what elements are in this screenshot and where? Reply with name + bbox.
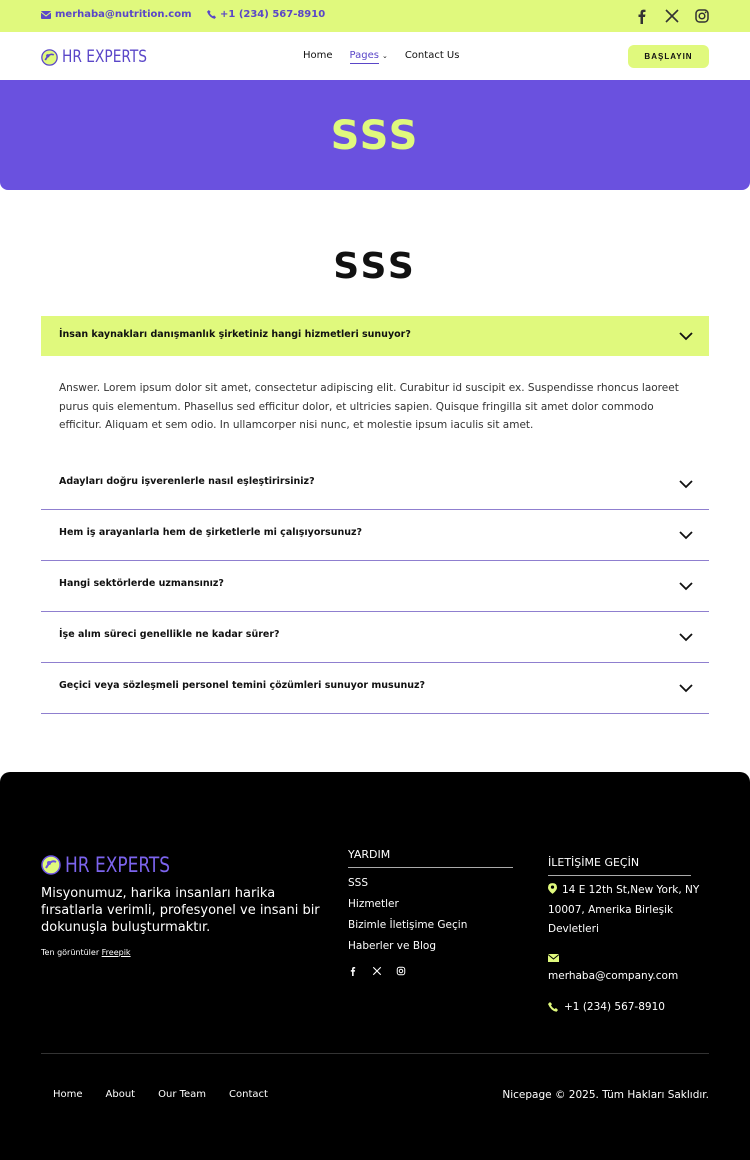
faq-section-title: SSS xyxy=(333,246,417,287)
footer-phone-text: +1 (234) 567-8910 xyxy=(564,1001,665,1013)
copyright: Nicepage © 2025. Tüm Hakları Saklıdır. xyxy=(502,1089,709,1101)
chevron-down-icon: ⌄ xyxy=(381,52,388,60)
envelope-icon xyxy=(41,11,51,19)
location-pin-icon xyxy=(548,883,557,894)
get-started-button[interactable]: BAŞLAYIN xyxy=(628,45,709,68)
footer-email[interactable]: merhaba@company.com xyxy=(548,970,679,982)
hero-banner xyxy=(0,80,750,190)
hero-title: SSS xyxy=(330,113,420,159)
footer-nav-about[interactable]: About xyxy=(105,1089,136,1100)
faq-item[interactable] xyxy=(41,612,709,663)
topbar-social xyxy=(634,8,710,24)
faq-answer: Answer. Lorem ipsum dolor sit amet, consectetur adipiscing elit. Curabitur id suscipit ex. Suspendisse rhoncus laoreet purus quis elementum. Phasellus sed efficitur dolor, et ultricies sapien. Quisque fringilla sit amet dolor commodo efficitur. Aliquam et sem odio. In ullamcorper nisi nunc, et molestie ipsum iaculis sit amet. xyxy=(59,382,679,431)
footer-social xyxy=(348,966,406,976)
faq-question: Hem iş arayanlarla hem de şirketlerle mi çalışıyorsunuz? xyxy=(59,527,363,538)
footer xyxy=(0,772,750,1160)
help-title: YARDIM xyxy=(348,848,513,868)
phone-icon xyxy=(207,10,216,19)
help-link-services[interactable]: Hizmetler xyxy=(348,898,399,910)
facebook-icon[interactable] xyxy=(348,966,358,976)
topbar-email-text: merhaba@nutrition.com xyxy=(55,9,192,20)
footer-mission: Misyonumuz, harika insanları harika fırsatlarla verimli, profesyonel ve insani bir dokunuşla buluşturmaktır. xyxy=(41,886,320,935)
footer-nav xyxy=(53,1089,268,1100)
phone-icon xyxy=(548,1002,558,1012)
footer-nav-home[interactable]: Home xyxy=(53,1089,83,1100)
footer-logo-text: HR EXPERTS xyxy=(65,853,171,877)
nav-pages-label: Pages xyxy=(350,50,379,64)
footer-divider xyxy=(41,1053,709,1054)
faq-item-open[interactable] xyxy=(41,316,709,356)
topbar-email[interactable] xyxy=(41,9,192,20)
chevron-down-icon xyxy=(679,683,693,693)
footer-logo[interactable] xyxy=(41,853,182,877)
logo-icon xyxy=(41,49,58,66)
instagram-icon[interactable] xyxy=(694,8,710,24)
logo-text: HR EXPERTS xyxy=(62,47,148,67)
help-links xyxy=(348,877,467,961)
contact-title: İLETİŞİME GEÇİN xyxy=(548,856,691,876)
footer-phone[interactable] xyxy=(548,1001,665,1013)
navbar xyxy=(0,32,750,80)
x-icon[interactable] xyxy=(664,8,680,24)
faq-item[interactable] xyxy=(41,663,709,714)
top-bar xyxy=(0,0,750,32)
help-link-faq[interactable]: SSS xyxy=(348,877,368,889)
envelope-icon xyxy=(548,954,559,962)
freepik-link[interactable]: Freepik xyxy=(101,948,131,957)
header-logo[interactable] xyxy=(41,47,156,67)
faq-question: İşe alım süreci genellikle ne kadar sürer? xyxy=(59,629,280,640)
nav-pages[interactable] xyxy=(350,50,388,61)
faq-question: Hangi sektörlerde uzmansınız? xyxy=(59,578,224,589)
chevron-down-icon xyxy=(679,331,693,341)
faq-question: İnsan kaynakları danışmanlık şirketiniz hangi hizmetleri sunuyor? xyxy=(59,329,411,340)
help-link-blog[interactable]: Haberler ve Blog xyxy=(348,940,437,952)
faq-item[interactable] xyxy=(41,459,709,510)
faq-item[interactable] xyxy=(41,510,709,561)
footer-nav-team[interactable]: Our Team xyxy=(158,1089,207,1100)
address-text: 14 E 12th St,New York, NY 10007, Amerika Birleşik Devletleri xyxy=(548,884,700,935)
chevron-down-icon xyxy=(679,632,693,642)
topbar-phone-text: +1 (234) 567-8910 xyxy=(220,9,326,20)
nav-home[interactable]: Home xyxy=(303,50,333,61)
main-nav xyxy=(303,50,459,61)
faq-question: Geçici veya sözleşmeli personel temini çözümleri sunuyor musunuz? xyxy=(59,680,426,691)
credits-prefix: Ten görüntüler xyxy=(41,948,100,957)
facebook-icon[interactable] xyxy=(634,8,650,24)
chevron-down-icon xyxy=(679,479,693,489)
chevron-down-icon xyxy=(679,581,693,591)
x-icon[interactable] xyxy=(372,966,382,976)
topbar-phone[interactable] xyxy=(207,9,325,20)
help-link-contact[interactable]: Bizimle İletişime Geçin xyxy=(348,919,468,931)
chevron-down-icon xyxy=(679,530,693,540)
footer-credits xyxy=(41,948,131,957)
footer-address xyxy=(548,881,708,940)
logo-icon xyxy=(41,855,61,875)
faq-question: Adayları doğru işverenlerle nasıl eşleştirirsiniz? xyxy=(59,476,315,487)
nav-contact[interactable]: Contact Us xyxy=(404,50,460,61)
footer-nav-contact[interactable]: Contact xyxy=(229,1089,268,1100)
instagram-icon[interactable] xyxy=(396,966,406,976)
faq-item[interactable] xyxy=(41,561,709,612)
